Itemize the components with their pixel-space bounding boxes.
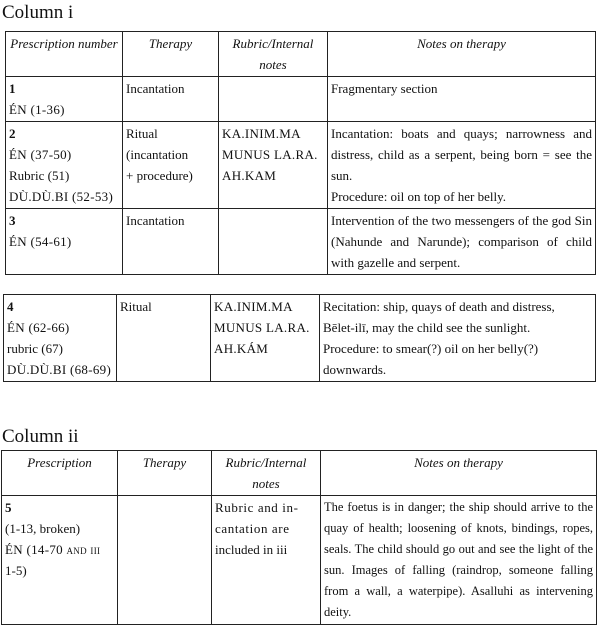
notes-text: Bēlet-ilī, may the child see the sunlight. bbox=[323, 320, 531, 335]
therapy-text: Incantation bbox=[126, 81, 185, 96]
table-header-row bbox=[2, 451, 597, 496]
prescription-ref: rubric (67) bbox=[7, 341, 63, 356]
rubric-text: KA.INIM.MA bbox=[214, 299, 293, 314]
prescription-number: 5 bbox=[5, 500, 12, 515]
therapy-cell bbox=[123, 209, 219, 275]
prescription-table-column-ii bbox=[1, 450, 597, 625]
prescription-ref: DÙ.DÙ.BI (68-69) bbox=[7, 362, 112, 377]
prescription-cell bbox=[6, 122, 123, 209]
rubric-cell bbox=[211, 295, 320, 382]
header-notes: Notes on therapy bbox=[328, 32, 596, 77]
notes-text: Fragmentary section bbox=[331, 81, 438, 96]
column-ii-heading: Column ii bbox=[2, 426, 79, 447]
rubric-text: cantation are bbox=[215, 521, 290, 536]
rubric-cell bbox=[219, 122, 328, 209]
prescription-ref: Rubric (51) bbox=[9, 168, 70, 183]
notes-cell bbox=[320, 295, 596, 382]
rubric-text: AH.KÁM bbox=[214, 341, 269, 356]
column-i-heading: Column i bbox=[2, 2, 74, 23]
rubric-text: KA.INIM.MA bbox=[222, 126, 301, 141]
prescription-ref: ÉN (54-61) bbox=[9, 234, 72, 249]
prescription-ref: (1-13, broken) bbox=[5, 521, 81, 536]
notes-text: Intervention of the two messengers of the god Sin (Nahunde and Narunde); comparison of child with gazelle and serpent. bbox=[331, 213, 592, 270]
prescription-cell bbox=[6, 209, 123, 275]
header-prescription: Prescription bbox=[2, 451, 118, 496]
header-therapy: Therapy bbox=[123, 32, 219, 77]
prescription-ref: 1-5) bbox=[5, 563, 27, 578]
rubric-text: included in iii bbox=[215, 542, 288, 557]
prescription-number: 2 bbox=[9, 126, 16, 141]
notes-cell bbox=[328, 122, 596, 209]
prescription-number: 3 bbox=[9, 213, 16, 228]
prescription-ref: ÉN (14-70 and iii bbox=[5, 542, 101, 557]
table-row bbox=[6, 209, 596, 275]
therapy-text: Ritual bbox=[126, 126, 158, 141]
notes-text: Recitation: ship, quays of death and distress, bbox=[323, 299, 555, 314]
notes-text: downwards. bbox=[323, 362, 387, 377]
therapy-cell bbox=[123, 77, 219, 122]
therapy-text: (incantation bbox=[126, 147, 189, 162]
notes-text: The foetus is in danger; the ship should arrive to the quay of health; loosening of knots, bindings, ropes, seals. The child should go out and see the light of the sun. Images of falling (raindrop, someone falling from a wall, a waterpipe). Asalluhi as intervening deity. bbox=[324, 500, 593, 619]
notes-text: Procedure: oil on top of her belly. bbox=[331, 189, 506, 204]
notes-cell bbox=[328, 77, 596, 122]
table-header-row bbox=[6, 32, 596, 77]
header-notes: Notes on therapy bbox=[321, 451, 597, 496]
header-rubric: Rubric/Internal notes bbox=[212, 451, 321, 496]
rubric-text: MUNUS LA.RA. bbox=[214, 320, 310, 335]
prescription-number: 1 bbox=[9, 81, 16, 96]
prescription-ref: DÙ.DÙ.BI (52-53) bbox=[9, 189, 114, 204]
therapy-text: + procedure) bbox=[126, 168, 193, 183]
header-prescription-number: Prescription number bbox=[6, 32, 123, 77]
header-therapy: Therapy bbox=[118, 451, 212, 496]
prescription-cell bbox=[6, 77, 123, 122]
rubric-text: Rubric and in- bbox=[215, 500, 299, 515]
rubric-text: MUNUS LA.RA. bbox=[222, 147, 318, 162]
table-row bbox=[4, 295, 596, 382]
prescription-cell bbox=[2, 496, 118, 625]
notes-text: Incantation: boats and quays; narrowness and distress, child as a serpent, being born = see the sun. bbox=[331, 126, 592, 183]
rubric-cell bbox=[219, 77, 328, 122]
rubric-cell bbox=[219, 209, 328, 275]
prescription-ref: ÉN (1-36) bbox=[9, 102, 65, 117]
therapy-text: Ritual bbox=[120, 299, 152, 314]
table-row bbox=[2, 496, 597, 625]
notes-text: Procedure: to smear(?) oil on her belly(?) bbox=[323, 341, 539, 356]
table-row bbox=[6, 122, 596, 209]
rubric-text: AH.KAM bbox=[222, 168, 277, 183]
prescription-table-continued bbox=[3, 294, 596, 382]
therapy-cell bbox=[123, 122, 219, 209]
notes-cell bbox=[321, 496, 597, 625]
prescription-ref: ÉN (37-50) bbox=[9, 147, 72, 162]
table-row bbox=[6, 77, 596, 122]
header-rubric: Rubric/Internal notes bbox=[219, 32, 328, 77]
prescription-number: 4 bbox=[7, 299, 14, 314]
rubric-cell bbox=[212, 496, 321, 625]
notes-cell bbox=[328, 209, 596, 275]
therapy-cell bbox=[117, 295, 211, 382]
therapy-text: Incantation bbox=[126, 213, 185, 228]
prescription-table-column-i bbox=[5, 31, 596, 275]
prescription-ref: ÉN (62-66) bbox=[7, 320, 70, 335]
therapy-cell bbox=[118, 496, 212, 625]
prescription-cell bbox=[4, 295, 117, 382]
